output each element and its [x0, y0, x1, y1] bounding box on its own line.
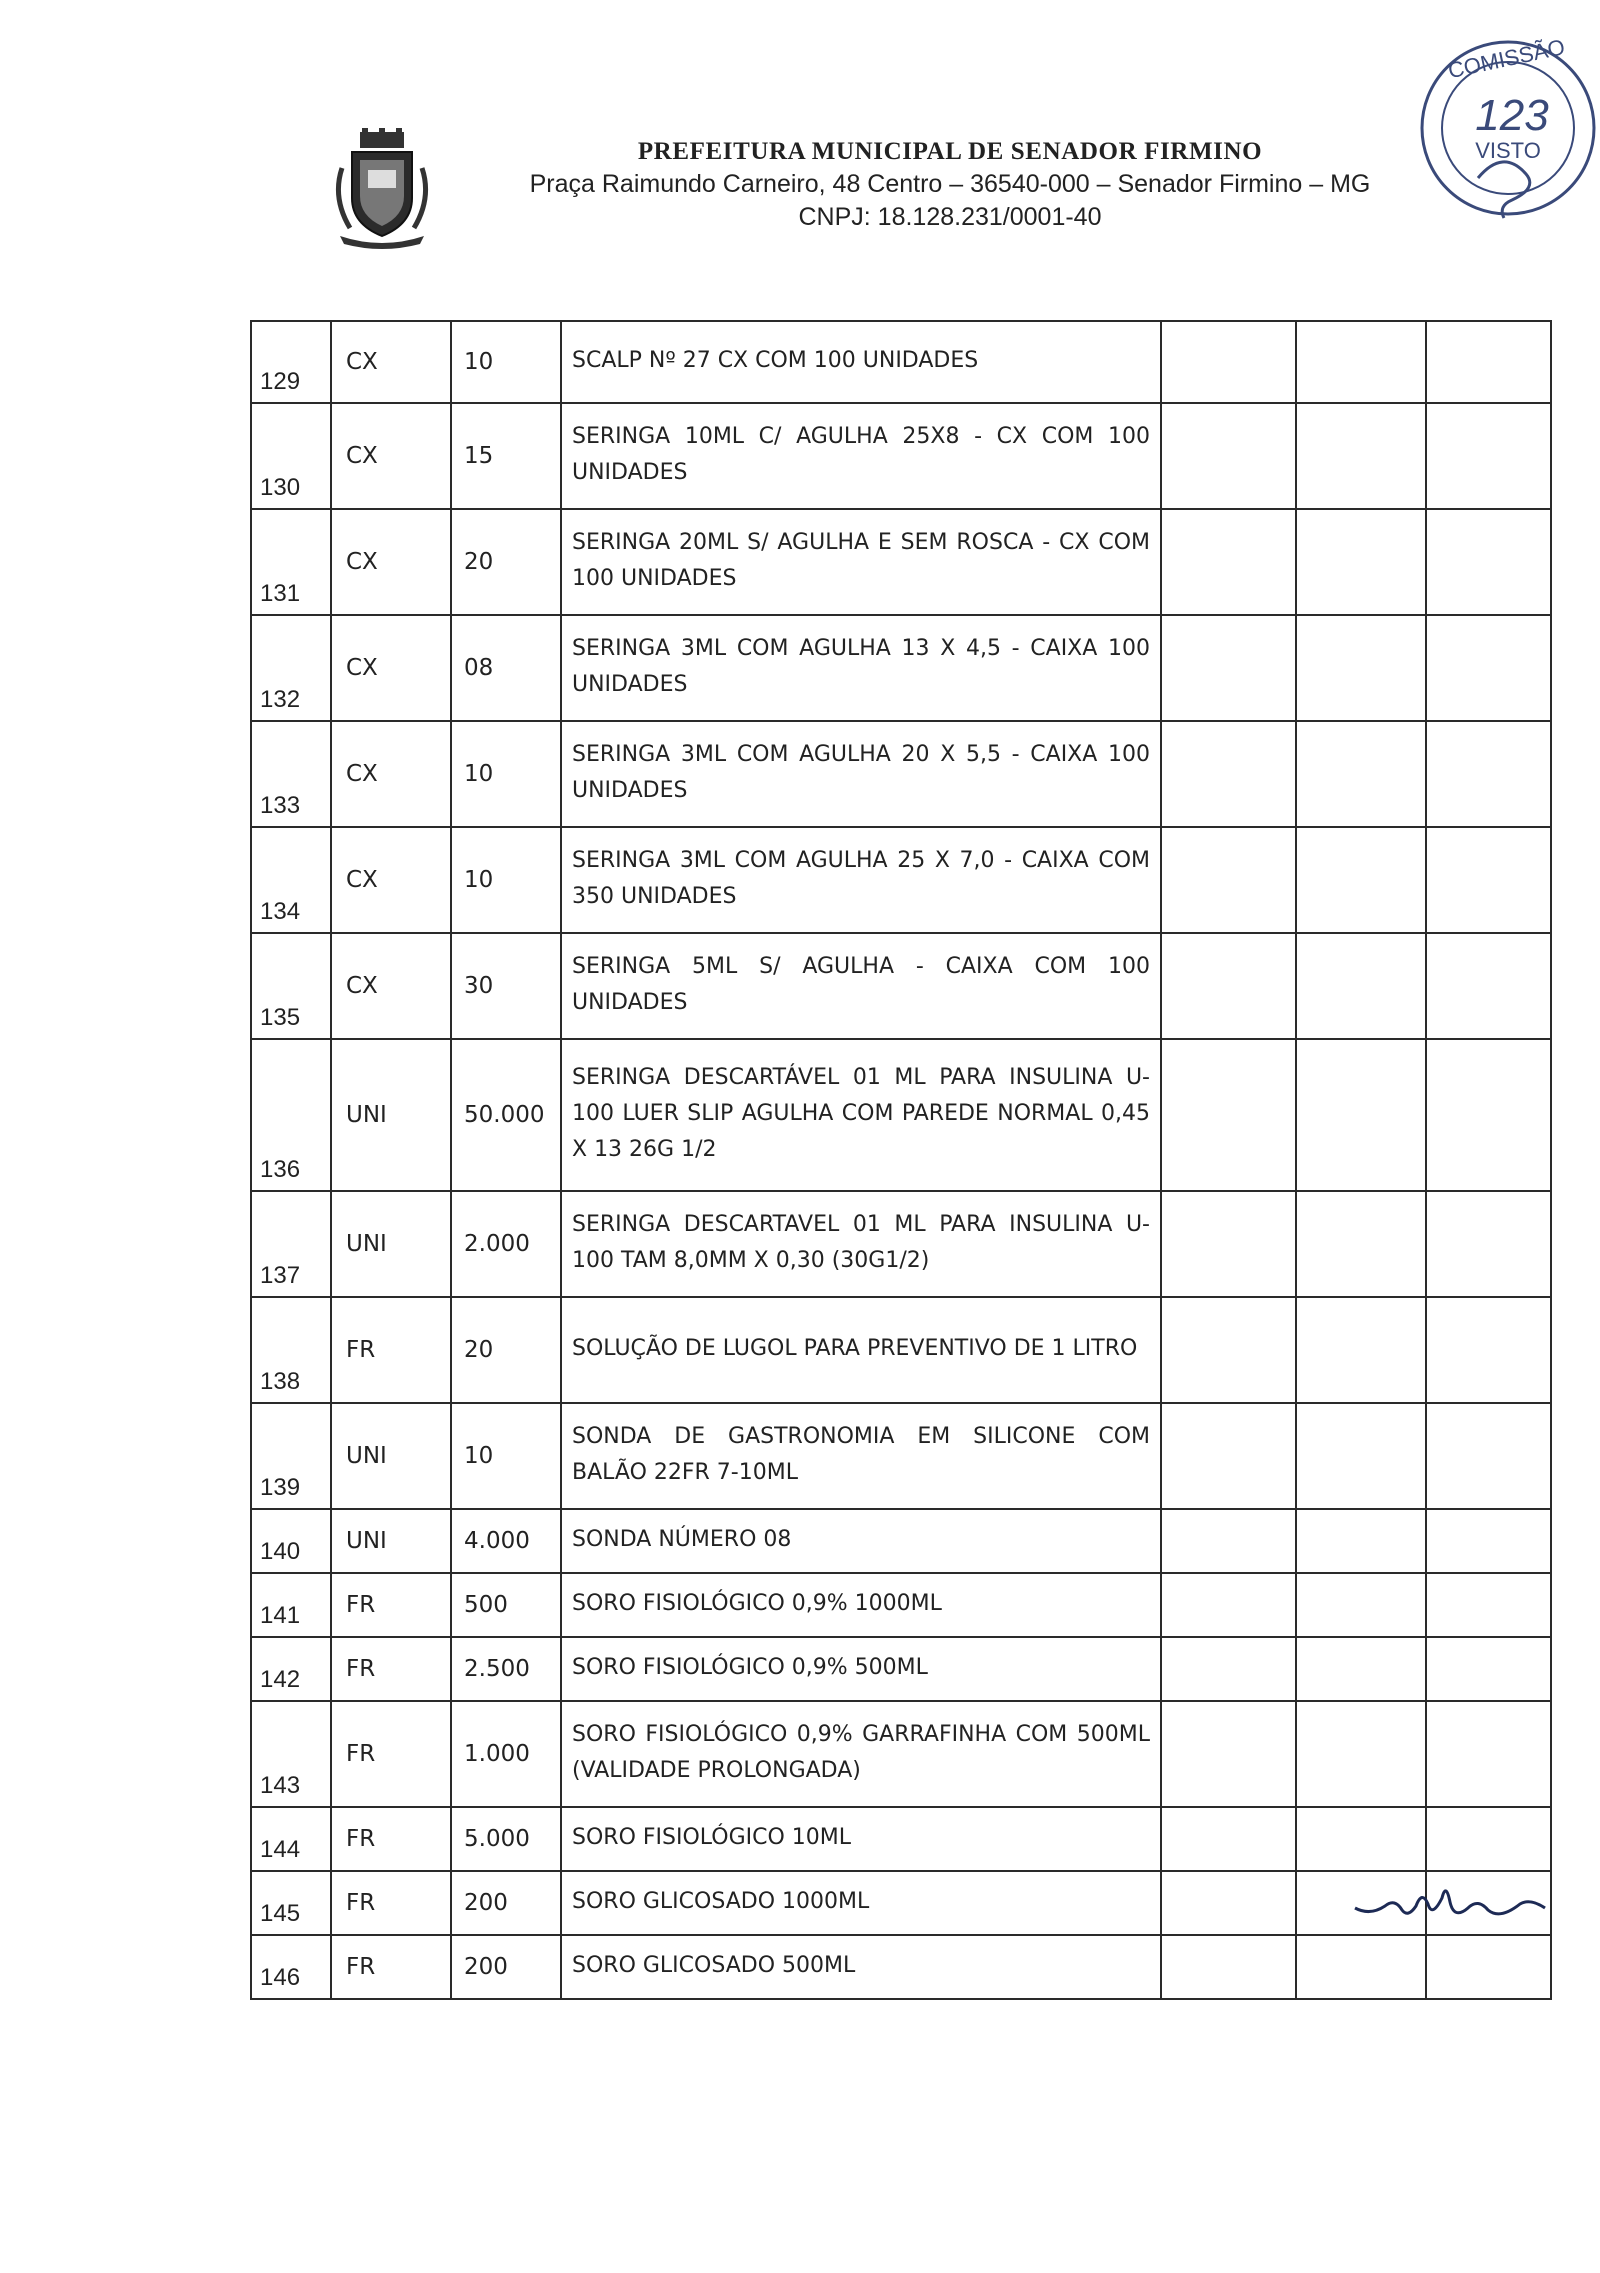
item-quantity: 200 — [451, 1871, 561, 1935]
table-row — [251, 1573, 1551, 1637]
empty-cell — [1426, 1297, 1551, 1403]
item-unit: UNI — [331, 1039, 451, 1191]
item-unit: UNI — [331, 1191, 451, 1297]
empty-cell — [1426, 1039, 1551, 1191]
table-row — [251, 1637, 1551, 1701]
item-quantity: 10 — [451, 827, 561, 933]
item-description: SERINGA 20ML S/ AGULHA E SEM ROSCA - CX COM 100 UNIDADES — [561, 509, 1161, 615]
empty-cell — [1161, 1871, 1296, 1935]
empty-cell — [1426, 509, 1551, 615]
item-unit: FR — [331, 1935, 451, 1999]
table-row — [251, 721, 1551, 827]
letterhead-cnpj: CNPJ: 18.128.231/0001-40 — [798, 203, 1102, 231]
letterhead — [500, 138, 1400, 232]
stamp-visto: VISTO — [1475, 138, 1541, 163]
item-unit: CX — [331, 403, 451, 509]
item-description: SERINGA 5ML S/ AGULHA - CAIXA COM 100 UNIDADES — [561, 933, 1161, 1039]
item-description: SONDA DE GASTRONOMIA EM SILICONE COM BALÃO 22FR 7-10ML — [561, 1403, 1161, 1509]
table-row — [251, 1297, 1551, 1403]
empty-cell — [1426, 827, 1551, 933]
item-quantity: 20 — [451, 1297, 561, 1403]
empty-cell — [1161, 1637, 1296, 1701]
item-number: 143 — [251, 1701, 331, 1807]
empty-cell — [1426, 721, 1551, 827]
item-quantity: 08 — [451, 615, 561, 721]
item-quantity: 10 — [451, 321, 561, 403]
item-unit: CX — [331, 509, 451, 615]
empty-cell — [1426, 1637, 1551, 1701]
item-description: SERINGA DESCARTÁVEL 01 ML PARA INSULINA U-100 LUER SLIP AGULHA COM PAREDE NORMAL 0,45 X 13 26G 1/2 — [561, 1039, 1161, 1191]
item-unit: CX — [331, 933, 451, 1039]
letterhead-address: Praça Raimundo Carneiro, 48 Centro – 36540-000 – Senador Firmino – MG — [529, 170, 1371, 198]
item-description: SERINGA 3ML COM AGULHA 25 X 7,0 - CAIXA COM 350 UNIDADES — [561, 827, 1161, 933]
table-row — [251, 1403, 1551, 1509]
empty-cell — [1426, 615, 1551, 721]
empty-cell — [1426, 1935, 1551, 1999]
item-unit: FR — [331, 1573, 451, 1637]
empty-cell — [1161, 1297, 1296, 1403]
empty-cell — [1161, 1807, 1296, 1871]
item-unit: UNI — [331, 1403, 451, 1509]
table-row — [251, 827, 1551, 933]
empty-cell — [1296, 1637, 1426, 1701]
item-description: SERINGA 3ML COM AGULHA 20 X 5,5 - CAIXA 100 UNIDADES — [561, 721, 1161, 827]
item-quantity: 500 — [451, 1573, 561, 1637]
handwritten-signature — [1350, 1868, 1550, 1938]
table-row — [251, 321, 1551, 403]
item-quantity: 5.000 — [451, 1807, 561, 1871]
item-quantity: 2.000 — [451, 1191, 561, 1297]
empty-cell — [1161, 1039, 1296, 1191]
item-quantity: 1.000 — [451, 1701, 561, 1807]
item-unit: FR — [331, 1297, 451, 1403]
item-description: SERINGA 10ML C/ AGULHA 25X8 - CX COM 100 UNIDADES — [561, 403, 1161, 509]
item-number: 140 — [251, 1509, 331, 1573]
empty-cell — [1296, 933, 1426, 1039]
item-number: 131 — [251, 509, 331, 615]
table-row — [251, 1935, 1551, 1999]
item-unit: CX — [331, 721, 451, 827]
empty-cell — [1161, 933, 1296, 1039]
item-description: SORO FISIOLÓGICO 0,9% GARRAFINHA COM 500ML (VALIDADE PROLONGADA) — [561, 1701, 1161, 1807]
table-row — [251, 1807, 1551, 1871]
empty-cell — [1161, 1509, 1296, 1573]
item-unit: CX — [331, 827, 451, 933]
item-quantity: 10 — [451, 721, 561, 827]
empty-cell — [1296, 615, 1426, 721]
empty-cell — [1296, 1509, 1426, 1573]
item-unit: FR — [331, 1637, 451, 1701]
item-quantity: 30 — [451, 933, 561, 1039]
item-unit: UNI — [331, 1509, 451, 1573]
item-quantity: 50.000 — [451, 1039, 561, 1191]
empty-cell — [1161, 509, 1296, 615]
empty-cell — [1161, 1573, 1296, 1637]
item-description: SORO FISIOLÓGICO 0,9% 1000ML — [561, 1573, 1161, 1637]
item-description: SOLUÇÃO DE LUGOL PARA PREVENTIVO DE 1 LITRO — [561, 1297, 1161, 1403]
item-description: SONDA NÚMERO 08 — [561, 1509, 1161, 1573]
empty-cell — [1296, 827, 1426, 933]
empty-cell — [1426, 1701, 1551, 1807]
item-unit: FR — [331, 1871, 451, 1935]
table-row — [251, 1701, 1551, 1807]
empty-cell — [1161, 615, 1296, 721]
item-quantity: 2.500 — [451, 1637, 561, 1701]
table-row — [251, 1509, 1551, 1573]
items-table — [250, 320, 1552, 2000]
item-number: 130 — [251, 403, 331, 509]
item-unit: FR — [331, 1701, 451, 1807]
empty-cell — [1426, 1807, 1551, 1871]
table-row — [251, 1039, 1551, 1191]
stamp-number: 123 — [1475, 91, 1549, 140]
empty-cell — [1426, 1509, 1551, 1573]
item-quantity: 200 — [451, 1935, 561, 1999]
item-unit: CX — [331, 615, 451, 721]
empty-cell — [1296, 403, 1426, 509]
item-number: 133 — [251, 721, 331, 827]
item-description: SORO GLICOSADO 500ML — [561, 1935, 1161, 1999]
item-number: 144 — [251, 1807, 331, 1871]
item-number: 129 — [251, 321, 331, 403]
empty-cell — [1161, 827, 1296, 933]
item-number: 145 — [251, 1871, 331, 1935]
table-row — [251, 1191, 1551, 1297]
empty-cell — [1296, 1701, 1426, 1807]
stamp-label: COMISSÃO — [1445, 34, 1568, 84]
item-number: 136 — [251, 1039, 331, 1191]
empty-cell — [1426, 1573, 1551, 1637]
table-row — [251, 615, 1551, 721]
empty-cell — [1426, 321, 1551, 403]
empty-cell — [1296, 1935, 1426, 1999]
empty-cell — [1426, 1403, 1551, 1509]
item-quantity: 4.000 — [451, 1509, 561, 1573]
empty-cell — [1161, 1935, 1296, 1999]
item-quantity: 10 — [451, 1403, 561, 1509]
empty-cell — [1296, 1039, 1426, 1191]
empty-cell — [1161, 321, 1296, 403]
empty-cell — [1161, 1403, 1296, 1509]
empty-cell — [1161, 721, 1296, 827]
item-number: 134 — [251, 827, 331, 933]
item-number: 139 — [251, 1403, 331, 1509]
coat-of-arms-logo — [330, 128, 434, 250]
empty-cell — [1161, 1191, 1296, 1297]
table-row — [251, 509, 1551, 615]
empty-cell — [1426, 403, 1551, 509]
empty-cell — [1296, 1297, 1426, 1403]
letterhead-title: PREFEITURA MUNICIPAL DE SENADOR FIRMINO — [637, 138, 1263, 165]
item-description: SORO GLICOSADO 1000ML — [561, 1871, 1161, 1935]
item-quantity: 15 — [451, 403, 561, 509]
commission-stamp — [1408, 28, 1598, 228]
item-description: SCALP Nº 27 CX COM 100 UNIDADES — [561, 321, 1161, 403]
item-number: 146 — [251, 1935, 331, 1999]
item-number: 142 — [251, 1637, 331, 1701]
item-unit: CX — [331, 321, 451, 403]
item-description: SORO FISIOLÓGICO 0,9% 500ML — [561, 1637, 1161, 1701]
empty-cell — [1161, 403, 1296, 509]
empty-cell — [1296, 1807, 1426, 1871]
table-row — [251, 933, 1551, 1039]
item-description: SERINGA DESCARTAVEL 01 ML PARA INSULINA U-100 TAM 8,0MM X 0,30 (30G1/2) — [561, 1191, 1161, 1297]
empty-cell — [1161, 1701, 1296, 1807]
item-number: 132 — [251, 615, 331, 721]
empty-cell — [1296, 1573, 1426, 1637]
empty-cell — [1296, 1191, 1426, 1297]
empty-cell — [1296, 321, 1426, 403]
item-description: SORO FISIOLÓGICO 10ML — [561, 1807, 1161, 1871]
empty-cell — [1296, 509, 1426, 615]
item-unit: FR — [331, 1807, 451, 1871]
empty-cell — [1426, 1191, 1551, 1297]
item-number: 138 — [251, 1297, 331, 1403]
item-number: 135 — [251, 933, 331, 1039]
empty-cell — [1426, 933, 1551, 1039]
item-quantity: 20 — [451, 509, 561, 615]
table-row — [251, 403, 1551, 509]
empty-cell — [1296, 721, 1426, 827]
item-number: 141 — [251, 1573, 331, 1637]
empty-cell — [1296, 1403, 1426, 1509]
item-description: SERINGA 3ML COM AGULHA 13 X 4,5 - CAIXA 100 UNIDADES — [561, 615, 1161, 721]
item-number: 137 — [251, 1191, 331, 1297]
